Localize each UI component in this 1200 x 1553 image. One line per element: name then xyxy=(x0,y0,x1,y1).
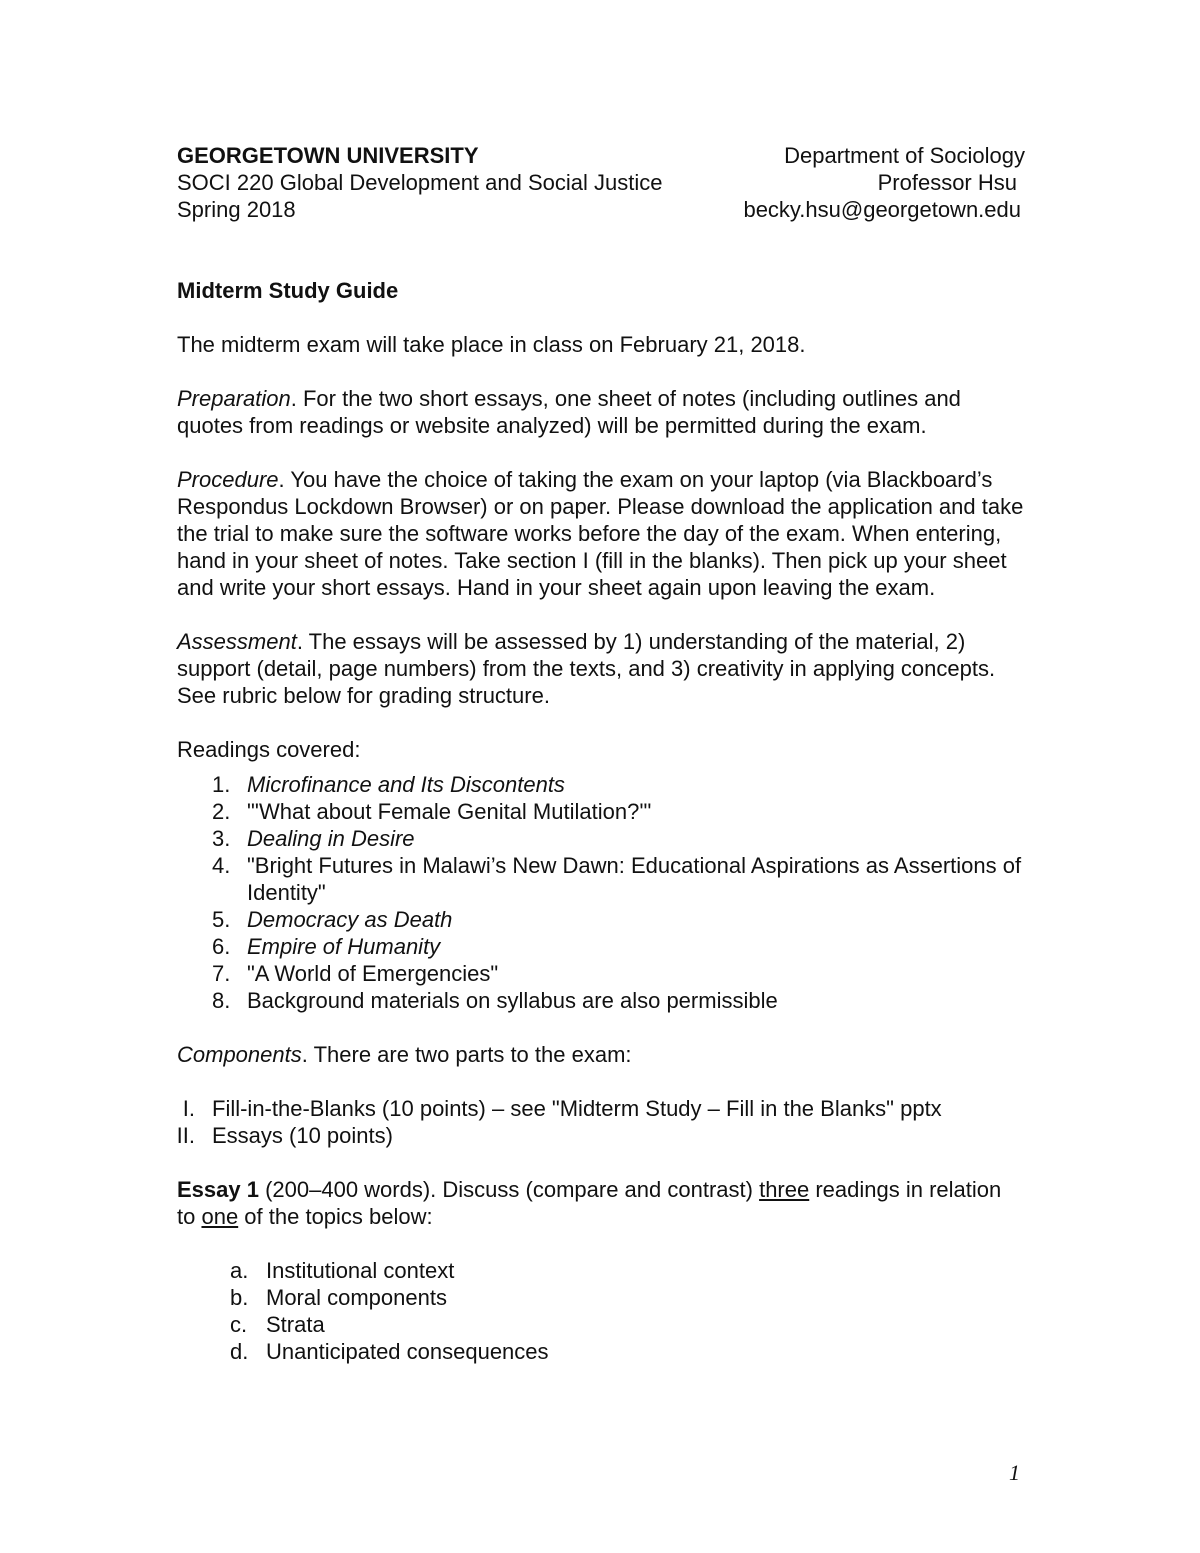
list-item: 7. "A World of Emergencies" xyxy=(212,961,499,986)
spacer xyxy=(177,1068,1025,1095)
list-item: 5. Democracy as Death xyxy=(212,907,453,932)
header-row-1 xyxy=(177,142,1025,169)
document-content xyxy=(177,142,1025,1365)
readings-list xyxy=(177,771,1025,1014)
list-item: a. Institutional context xyxy=(230,1258,455,1283)
spacer xyxy=(177,601,1025,628)
list-item: 2. "'What about Female Genital Mutilation?'" xyxy=(212,799,652,824)
list-item: II. Essays (10 points) xyxy=(176,1123,393,1148)
procedure-text: . You have the choice of taking the exam on your laptop (via Blackboard’s Respondus Lockdown Browser) or on paper. Please download the application and take the trial to make sure the software works before the day of the exam. When entering, hand in your sheet of notes. Take section I (fill in the blanks). Then pick up your sheet and write your short essays. Hand in your sheet again upon leaving the exam. xyxy=(177,467,1024,600)
list-item: 4. "Bright Futures in Malawi’s New Dawn: Educational Aspirations as Assertions of Identity" xyxy=(212,853,1022,905)
page-title: Midterm Study Guide xyxy=(177,278,399,303)
list-item: 3. Dealing in Desire xyxy=(212,826,415,851)
essay1-label: Essay 1 xyxy=(177,1177,259,1202)
university-name: GEORGETOWN UNIVERSITY xyxy=(177,143,479,168)
readings-heading: Readings covered: xyxy=(177,737,361,762)
email-link[interactable]: becky.hsu@georgetown.edu xyxy=(743,197,1021,222)
assessment-label: Assessment xyxy=(177,629,297,654)
components-text: . There are two parts to the exam: xyxy=(301,1042,632,1067)
list-item: c. Strata xyxy=(230,1312,325,1337)
professor-name: Professor Hsu xyxy=(877,170,1017,195)
header-row-3 xyxy=(177,196,1025,223)
spacer xyxy=(177,709,1025,736)
exam-parts-list xyxy=(177,1095,1025,1149)
list-item: b. Moral components xyxy=(230,1285,447,1310)
spacer xyxy=(177,223,1025,277)
list-item: d. Unanticipated consequences xyxy=(230,1339,549,1364)
term: Spring 2018 xyxy=(177,197,296,222)
list-item: I. Fill-in-the-Blanks (10 points) – see "Midterm Study – Fill in the Blanks" pptx xyxy=(182,1096,942,1121)
essay1-paragraph: Essay 1 (200–400 words). Discuss (compare and contrast) three readings in relation to one of the topics below: xyxy=(177,1177,1002,1229)
spacer xyxy=(177,763,1025,771)
topics-list xyxy=(177,1257,1025,1365)
spacer xyxy=(177,304,1025,331)
procedure-paragraph xyxy=(177,466,1025,601)
preparation-text: . For the two short essays, one sheet of notes (including outlines and quotes from readings or website analyzed) will be permitted during the exam. xyxy=(177,386,961,438)
spacer xyxy=(177,1149,1025,1176)
header-row-2 xyxy=(177,169,1025,196)
preparation-label: Preparation xyxy=(177,386,291,411)
procedure-label: Procedure xyxy=(177,467,279,492)
department-name: Department of Sociology xyxy=(784,143,1025,168)
assessment-text: . The essays will be assessed by 1) understanding of the material, 2) support (detail, page numbers) from the texts, and 3) creativity in applying concepts. See rubric below for grading structure. xyxy=(177,629,996,708)
course-name: SOCI 220 Global Development and Social Justice xyxy=(177,170,663,195)
assessment-paragraph xyxy=(177,628,1025,709)
spacer xyxy=(177,1230,1025,1257)
list-item: 6. Empire of Humanity xyxy=(212,934,441,959)
components-paragraph xyxy=(177,1041,1025,1068)
page-number: 1 xyxy=(1009,1460,1020,1485)
spacer xyxy=(177,1014,1025,1041)
preparation-paragraph xyxy=(177,385,1025,439)
intro-paragraph: The midterm exam will take place in class on February 21, 2018. xyxy=(177,332,806,357)
spacer xyxy=(177,358,1025,385)
list-item: 1. Microfinance and Its Discontents xyxy=(212,772,565,797)
spacer xyxy=(177,439,1025,466)
list-item: 8. Background materials on syllabus are also permissible xyxy=(212,988,778,1013)
components-label: Components xyxy=(177,1042,302,1067)
